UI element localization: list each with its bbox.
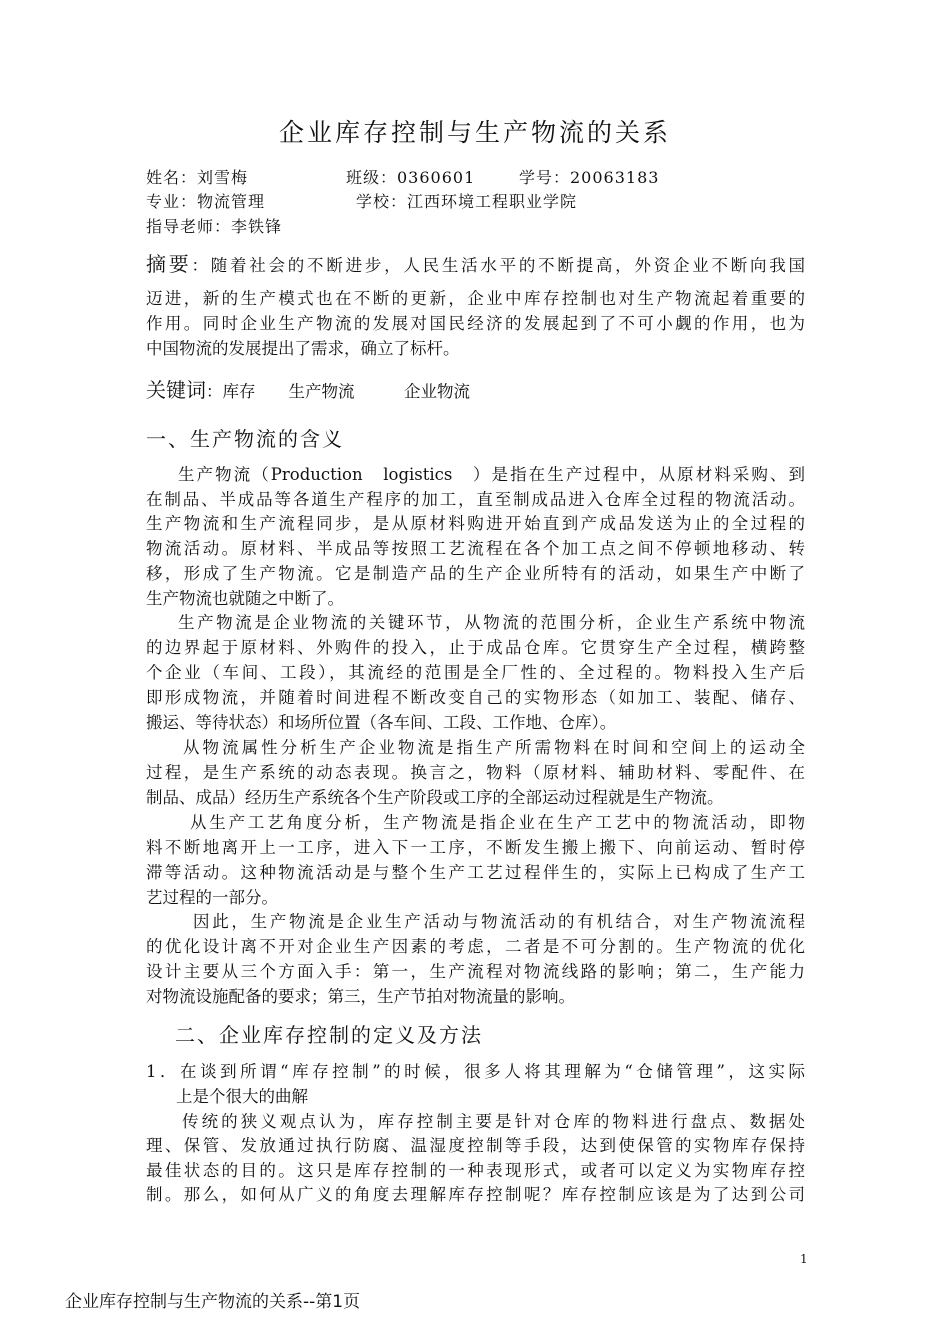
paragraph-line: 因此，生产物流是企业生产活动与物流活动的有机结合，对生产物流流程 — [193, 912, 805, 931]
paragraph-line: 传统的狭义观点认为，库存控制主要是针对仓库的物料进行盘点、数据处 — [182, 1112, 805, 1131]
author-name: 姓名：刘雪梅 — [146, 168, 249, 187]
paragraph-line: 的优化设计离不开对企业生产因素的考虑，二者是不可分割的。生产物流的优化 — [146, 937, 805, 956]
abstract-line: 作用。同时企业生产物流的发展对国民经济的发展起到了不可小觑的作用，也为 — [146, 314, 805, 333]
paragraph-line: 从物流属性分析生产企业物流是指生产所需物料在时间和空间上的运动全 — [183, 738, 805, 757]
section-2-heading: 二、企业库存控制的定义及方法 — [175, 1023, 483, 1047]
paragraph-line: 搬运、等待状态）和场所位置（各车间、工段、工作地、仓库）。 — [146, 713, 617, 732]
paragraph-line: 滞等活动。这种物流活动是与整个生产工艺过程伴生的，实际上已构成了生产工 — [146, 863, 805, 882]
abstract-label: 摘要 — [146, 252, 192, 276]
abstract-first-line — [146, 252, 805, 276]
paragraph-line: 在制品、半成品等各道生产程序的加工，直至制成品进入仓库全过程的物流活动。 — [146, 490, 805, 509]
abstract-text: ：随着社会的不断进步，人民生活水平的不断提高，外资企业不断向我国 — [191, 256, 806, 275]
keywords-label: 关键词 — [146, 378, 206, 402]
paragraph-line: 制品、成品）经历生产系统各个生产阶段或工序的全部运动过程就是生产物流。 — [146, 788, 724, 807]
paragraph-line: 最佳状态的目的。这只是库存控制的一种表现形式，或者可以定义为实物库存控 — [146, 1161, 805, 1180]
paragraph-line: 生产物流是企业物流的关键环节，从物流的范围分析，企业生产系统中物流 — [178, 613, 805, 632]
list-item-line: 1．在谈到所谓“库存控制”的时候，很多人将其理解为“仓储管理”，这实际 — [146, 1062, 805, 1081]
keywords-line — [146, 374, 470, 403]
paragraph-line: 设计主要从三个方面入手：第一，生产流程对物流线路的影响；第二，生产能力 — [146, 962, 805, 981]
student-id: 学号：20063183 — [519, 168, 660, 187]
paragraph-line: 物流活动。原材料、半成品等按照工艺流程在各个加工点之间不停顿地移动、转 — [146, 539, 805, 558]
list-item-line: 上是个很大的曲解 — [176, 1087, 308, 1106]
abstract-line: 中国物流的发展提出了需求，确立了标杆。 — [146, 339, 460, 358]
paragraph-line: 理、保管、发放通过执行防腐、温湿度控制等手段，达到使保管的实物库存保持 — [146, 1136, 805, 1155]
paragraph-line: 生产物流和生产流程同步，是从原材料购进开始直到产成品发送为止的全过程的 — [146, 514, 805, 533]
paragraph-line: 即形成物流，并随着时间进程不断改变自己的实物形态（如加工、装配、储存、 — [146, 688, 805, 707]
paragraph-line: 制。那么，如何从广义的角度去理解库存控制呢？库存控制应该是为了达到公司 — [146, 1185, 805, 1204]
class-number: 班级：0360601 — [346, 168, 476, 187]
paragraph-line: 对物流设施配备的要求；第三，生产节拍对物流量的影响。 — [146, 987, 575, 1006]
paragraph-line: 生产物流也就随之中断了。 — [146, 589, 344, 608]
paragraph-line: 从生产工艺角度分析，生产物流是指企业在生产工艺中的物流活动，即物 — [190, 813, 805, 832]
paragraph-line: 艺过程的一部分。 — [146, 888, 278, 907]
keywords-values: ：库存 生产物流 企业物流 — [206, 382, 470, 401]
paragraph-line: 的边界起于原材料、外购件的投入，止于成品仓库。它贯穿生产全过程，横跨整 — [146, 638, 805, 657]
paragraph-line: 移，形成了生产物流。它是制造产品的生产企业所特有的活动，如果生产中断了 — [146, 564, 805, 583]
document-title: 企业库存控制与生产物流的关系 — [278, 118, 671, 147]
school: 学校：江西环境工程职业学院 — [356, 192, 578, 211]
paragraph-line: 个企业（车间、工段），其流经的范围是全厂性的、全过程的。物料投入生产后 — [146, 663, 805, 682]
paragraph-line: 生产物流（Production logistics ）是指在生产过程中，从原材料采购、到 — [178, 465, 805, 484]
major: 专业：物流管理 — [146, 192, 266, 211]
advisor: 指导老师：李铁锋 — [146, 217, 283, 236]
page-number: 1 — [800, 1252, 808, 1266]
paragraph-line: 料不断地离开上一工序，进入下一工序，不断发生搬上搬下、向前运动、暂时停 — [146, 838, 805, 857]
section-1-heading: 一、生产物流的含义 — [146, 427, 344, 451]
abstract-line: 迈进，新的生产模式也在不断的更新，企业中库存控制也对生产物流起着重要的 — [146, 289, 805, 308]
paragraph-line: 过程，是生产系统的动态表现。换言之，物料（原材料、辅助材料、零配件、在 — [146, 763, 805, 782]
page-footer: 企业库存控制与生产物流的关系--第1页 — [65, 1292, 361, 1312]
